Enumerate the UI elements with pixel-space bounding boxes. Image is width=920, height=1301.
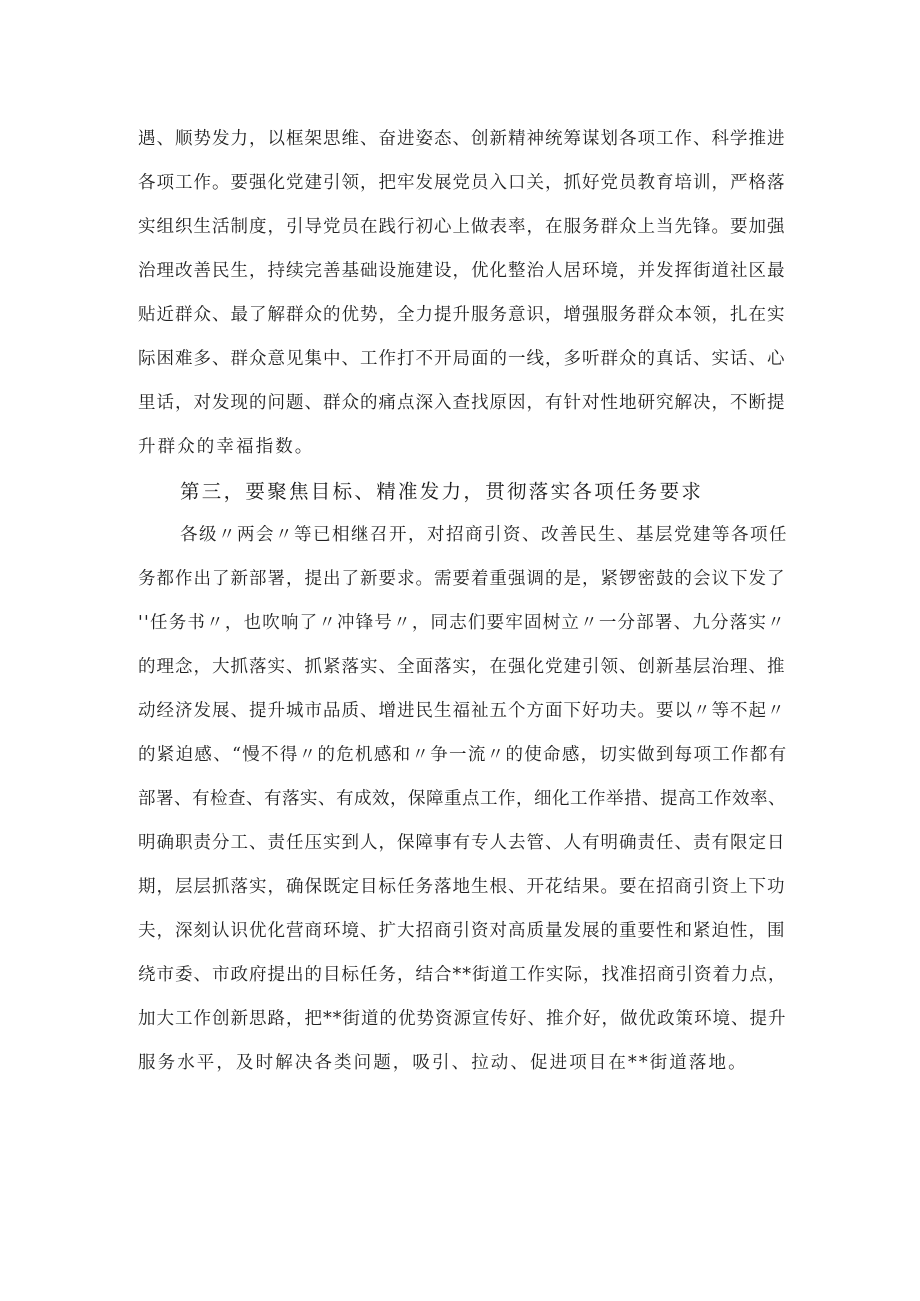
- paragraph-2-line-1: 各级〃两会〃等已相继召开，对招商引资、改善民生、基层党建等各项任: [180, 525, 788, 545]
- paragraph-2-line-2: 务都作出了新部署，提出了新要求。需要着重强调的是，紧锣密鼓的会议下发了: [138, 569, 786, 589]
- paragraph-2-line-12: 加大工作创新思路，把**街道的优势资源宣传好、推介好，做优政策环境、提升: [138, 1009, 787, 1029]
- paragraph-2-line-10: 夫，深刻认识优化营商环境、扩大招商引资对高质量发展的重要性和紧迫性，围: [138, 921, 786, 941]
- paragraph-2-line-6: 的紧迫感、“慢不得〃的危机感和〃争一流〃的使命感，切实做到每项工作都有: [138, 745, 788, 765]
- paragraph-1-line-3: 实组织生活制度，引导党员在践行初心上做表率，在服务群众上当先锋。要加强: [138, 217, 786, 237]
- paragraph-1-line-8: 升群众的幸福指数。: [138, 437, 315, 457]
- paragraph-2-line-7: 部署、有检查、有落实、有成效，保障重点工作，细化工作举措、提高工作效率、: [138, 789, 786, 809]
- paragraph-2-line-11: 绕市委、市政府提出的目标任务，结合**街道工作实际，找准招商引资着力点，: [138, 965, 787, 985]
- paragraph-2-line-8: 明确职责分工、责任压实到人，保障事有专人去管、人有明确责任、责有限定日: [138, 833, 786, 853]
- paragraph-1-line-7: 里话，对发现的问题、群众的痛点深入查找原因，有针对性地研究解决，不断提: [138, 393, 786, 413]
- paragraph-1-line-2: 各项工作。要强化党建引领，把牢发展党员入口关，抓好党员教育培训，严格落: [138, 173, 786, 193]
- paragraph-1-line-5: 贴近群众、最了解群众的优势，全力提升服务意识，增强服务群众本领，扎在实: [138, 305, 786, 325]
- paragraph-2-line-13: 服务水平，及时解决各类问题，吸引、拉动、促进项目在**街道落地。: [138, 1053, 748, 1073]
- paragraph-2-line-5: 动经济发展、提升城市品质、增进民生福祉五个方面下好功夫。要以〃等不起〃: [138, 701, 786, 721]
- section-heading-3: 第三，要聚焦目标、精准发力，贯彻落实各项任务要求: [180, 480, 704, 503]
- paragraph-1-line-1: 遇、顺势发力，以框架思维、奋进姿态、创新精神统筹谋划各项工作、科学推进: [138, 129, 786, 149]
- paragraph-1-line-4: 治理改善民生，持续完善基础设施建设，优化整治人居环境，并发挥街道社区最: [138, 261, 786, 281]
- paragraph-1-line-6: 际困难多、群众意见集中、工作打不开局面的一线，多听群众的真话、实话、心: [138, 349, 786, 369]
- paragraph-2-line-9: 期，层层抓落实，确保既定目标任务落地生根、开花结果。要在招商引资上下功: [138, 877, 786, 897]
- paragraph-2-line-4: 的理念，大抓落实、抓紧落实、全面落实，在强化党建引领、创新基层治理、推: [138, 657, 786, 677]
- paragraph-2-line-3: ''任务书〃，也吹响了〃冲锋号〃，同志们要牢固树立〃一分部署、九分落实〃: [138, 613, 786, 633]
